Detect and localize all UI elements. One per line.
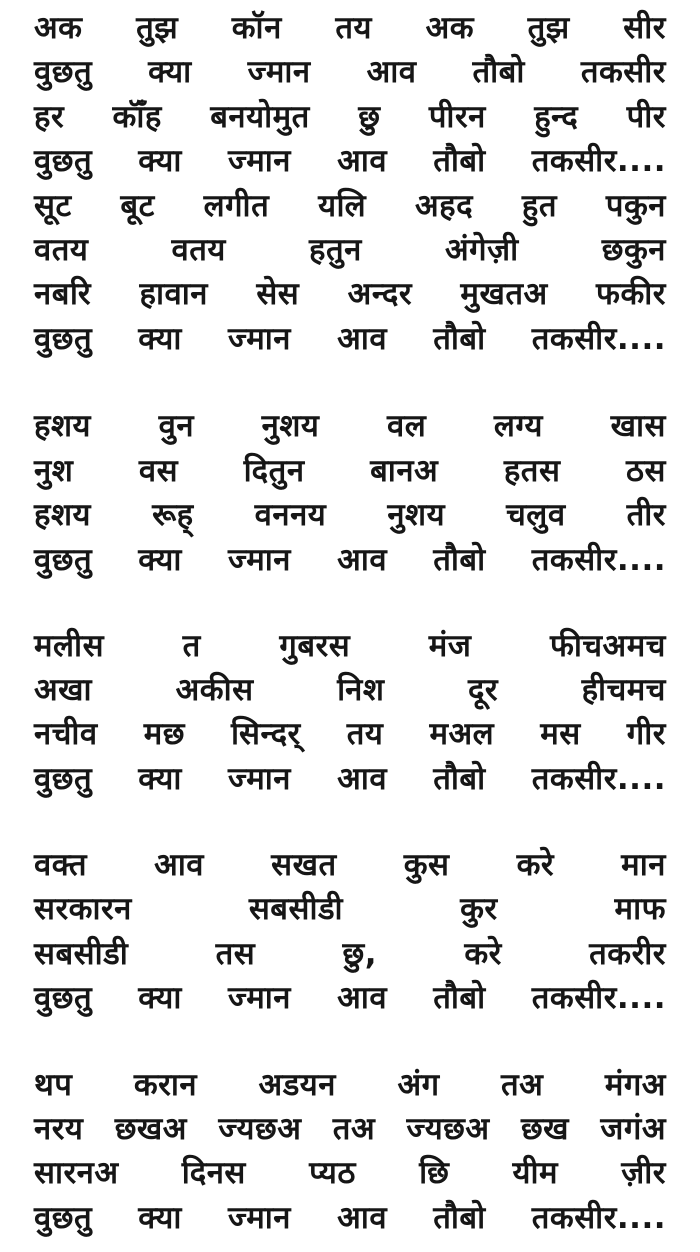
poem-word: मछ (143, 716, 185, 752)
poem-word: क्या (138, 143, 182, 179)
poem-word: तौबो (433, 1200, 486, 1236)
poem-word: मअल (429, 716, 495, 752)
poem-line (34, 405, 666, 445)
poem-word: हतुन (309, 232, 362, 268)
poem-word: चलुव (506, 497, 566, 533)
poem-word: नुशय (387, 497, 446, 533)
poem-word: थप (34, 1067, 73, 1103)
poem-word: अखा (34, 672, 93, 708)
poem-word: वतय (171, 232, 226, 268)
poem-word: आव (337, 761, 388, 797)
poem-word: क्या (138, 542, 182, 578)
poem-word: आव (337, 143, 388, 179)
poem-line (34, 625, 666, 665)
poem-word: मलीस (34, 628, 105, 664)
poem-word: बूट (120, 188, 155, 224)
poem-word: क्या (138, 761, 182, 797)
poem-word: मंगअ (604, 1067, 666, 1103)
poem-word: पीरन (428, 99, 486, 135)
poem-word: तकसीर (580, 54, 666, 90)
poem-word: आव (154, 847, 205, 883)
poem-word: तस (215, 936, 256, 972)
poem-word: तौबो (433, 321, 486, 357)
poem-word: मान (621, 847, 666, 883)
poem-word: तौबो (433, 761, 486, 797)
poem-word: तकसीर.... (531, 143, 666, 179)
poem-word: तीर (626, 497, 666, 533)
poem-word: वननय (254, 497, 327, 533)
poem-word: आव (337, 321, 388, 357)
poem-word: बनयोमुत (210, 99, 310, 135)
poem-word: कुस (403, 847, 450, 883)
poem-word: ज्मान (228, 761, 292, 797)
poem-line (34, 669, 666, 709)
poem-word: माफ (614, 891, 666, 927)
poem-word: कॉँह (112, 99, 162, 135)
poem-word: अंगेज़ी (444, 232, 519, 268)
poem-word: वक्त (34, 847, 88, 883)
poem-word: नुशय (261, 408, 320, 444)
poem-word: तकसीर.... (531, 321, 666, 357)
poem-word: अंग (397, 1067, 440, 1103)
poem-word: त (182, 628, 201, 664)
poem-word: मस (540, 716, 581, 752)
poem-word: गुबरस (279, 628, 351, 664)
poem-word: ठस (625, 453, 666, 489)
poem-word: वतय (34, 232, 89, 268)
poem-word: लग्य (493, 408, 544, 444)
poem-word: तौबो (433, 542, 486, 578)
poem-word: अक (425, 10, 475, 46)
poem-line (34, 1197, 666, 1237)
poem-word: खास (610, 408, 666, 444)
poem-word: हशय (34, 408, 92, 444)
poem-word: छु (358, 99, 381, 135)
poem-word: नुश (34, 453, 74, 489)
poem-word: बानअ (370, 453, 439, 489)
poem-word: वुछतु (34, 143, 93, 179)
poem-word: पीर (626, 99, 666, 135)
poem-word: छखअ (114, 1111, 187, 1147)
poem-word: लगीत (203, 188, 270, 224)
poem-word: वल (386, 408, 427, 444)
poem-word: तकसीर.... (531, 542, 666, 578)
poem-word: यीम (512, 1155, 559, 1191)
poem-line (34, 185, 666, 225)
poem-word: नचीव (34, 716, 98, 752)
poem-word: छु, (342, 936, 378, 972)
poem-word: मंज (428, 628, 472, 664)
poem-word: दूर (467, 672, 499, 708)
poem-word: हीचमच (581, 672, 666, 708)
poem-word: क्या (138, 321, 182, 357)
poem-word: छकुन (601, 232, 666, 268)
poem-word: अन्दर (347, 276, 413, 312)
poem-word: सखत (271, 847, 337, 883)
poem-line (34, 96, 666, 136)
poem-line (34, 140, 666, 180)
poem-word: तौबो (433, 980, 486, 1016)
poem-word: क्या (138, 980, 182, 1016)
poem-word: वुछतु (34, 980, 93, 1016)
poem-line (34, 1108, 666, 1148)
poem-line (34, 1064, 666, 1104)
poem-line (34, 450, 666, 490)
poem-word: गीर (626, 716, 666, 752)
poem-word: तकसीर.... (531, 761, 666, 797)
poem-line (34, 888, 666, 928)
poem-word: हुत (521, 188, 558, 224)
poem-word: नबरि (34, 276, 92, 312)
poem-word: अक (34, 10, 83, 46)
poem-word: क्या (148, 54, 192, 90)
poem-word: आव (337, 542, 388, 578)
poem-word: हावान (139, 276, 208, 312)
poem-line (34, 977, 666, 1017)
poem-word: हशय (34, 497, 92, 533)
poem-word: दितुन (243, 453, 305, 489)
poem-word: ज्मान (247, 54, 311, 90)
poem-word: आव (337, 980, 388, 1016)
poem-word: निश (337, 672, 385, 708)
poem-word: ज्मान (228, 542, 292, 578)
poem-word: हर (34, 99, 65, 135)
poem-word: प्यठ (309, 1155, 356, 1191)
poem-word: सूट (34, 188, 72, 224)
poem-word: करे (464, 936, 502, 972)
poem-word: आव (366, 54, 417, 90)
poem-word: यलि (318, 188, 367, 224)
poem-word: कुर (460, 891, 498, 927)
poem-word: नरय (34, 1111, 84, 1147)
poem-line (34, 1152, 666, 1192)
poem-word: तौबो (472, 54, 525, 90)
poem-word: हुन्द (534, 99, 579, 135)
poem-word: दिनस (181, 1155, 246, 1191)
poem-word: तकसीर.... (531, 980, 666, 1016)
poem-word: वुन (158, 408, 195, 444)
poem-word: सबसीडी (34, 936, 129, 972)
poem-word: तुझ (136, 10, 179, 46)
poem-word: मुखतअ (460, 276, 548, 312)
poem-word: अकीस (175, 672, 254, 708)
poem-line (34, 844, 666, 884)
poem-word: जगंअ (600, 1111, 666, 1147)
poem-word: सेस (256, 276, 300, 312)
poem-word: तअ (501, 1067, 544, 1103)
poem-line (34, 51, 666, 91)
poem-word: हतस (503, 453, 561, 489)
poem-line (34, 713, 666, 753)
poem-word: सारनअ (34, 1155, 119, 1191)
poem-word: फीचअमच (549, 628, 666, 664)
poem-word: वुछतु (34, 542, 93, 578)
poem-word: ज्यछअ (218, 1111, 302, 1147)
poem-line (34, 318, 666, 358)
poem-word: आव (337, 1200, 388, 1236)
poem-line (34, 494, 666, 534)
poem-word: तकरीर (589, 936, 666, 972)
poem-word: तय (335, 10, 372, 46)
poem-word: ज्मान (228, 321, 292, 357)
poem-word: फकीर (596, 276, 666, 312)
poem-word: सरकारन (34, 891, 132, 927)
poem-word: वुछतु (34, 54, 93, 90)
poem-line (34, 7, 666, 47)
poem-line (34, 539, 666, 579)
poem-word: वुछतु (34, 761, 93, 797)
poem-word: वस (138, 453, 179, 489)
poem-word: तुझ (527, 10, 570, 46)
poem-word: ज्मान (228, 1200, 292, 1236)
poem-word: ज्यछअ (406, 1111, 490, 1147)
poem-word: क्या (138, 1200, 182, 1236)
poem-word: तय (346, 716, 384, 752)
poem-word: रूह्‌ (152, 497, 194, 533)
poem-word: तअ (332, 1111, 376, 1147)
poem-word: वुछतु (34, 1200, 93, 1236)
poem-word: सिन्दर्‌ (231, 716, 301, 752)
poem-word: सीर (623, 10, 666, 46)
poem-word: पकुन (605, 188, 666, 224)
poem-word: वुछतु (34, 321, 93, 357)
poem-word: अहद (414, 188, 474, 224)
poem-word: तकसीर.... (531, 1200, 666, 1236)
poem-word: कॉन (231, 10, 282, 46)
poem-word: अडयन (258, 1067, 336, 1103)
poem-line (34, 229, 666, 269)
poem-word: करान (133, 1067, 198, 1103)
poem-word: सबसीडी (248, 891, 344, 927)
poem-word: तौबो (433, 143, 486, 179)
poem-word: ज़ीर (621, 1155, 666, 1191)
poem-line (34, 758, 666, 798)
poem-word: ज्मान (228, 980, 292, 1016)
poem-word: ज्मान (228, 143, 292, 179)
poem-word: करे (516, 847, 555, 883)
poem-word: छख (520, 1111, 570, 1147)
poem-line (34, 933, 666, 973)
poem-line (34, 273, 666, 313)
poem-word: छि (419, 1155, 450, 1191)
